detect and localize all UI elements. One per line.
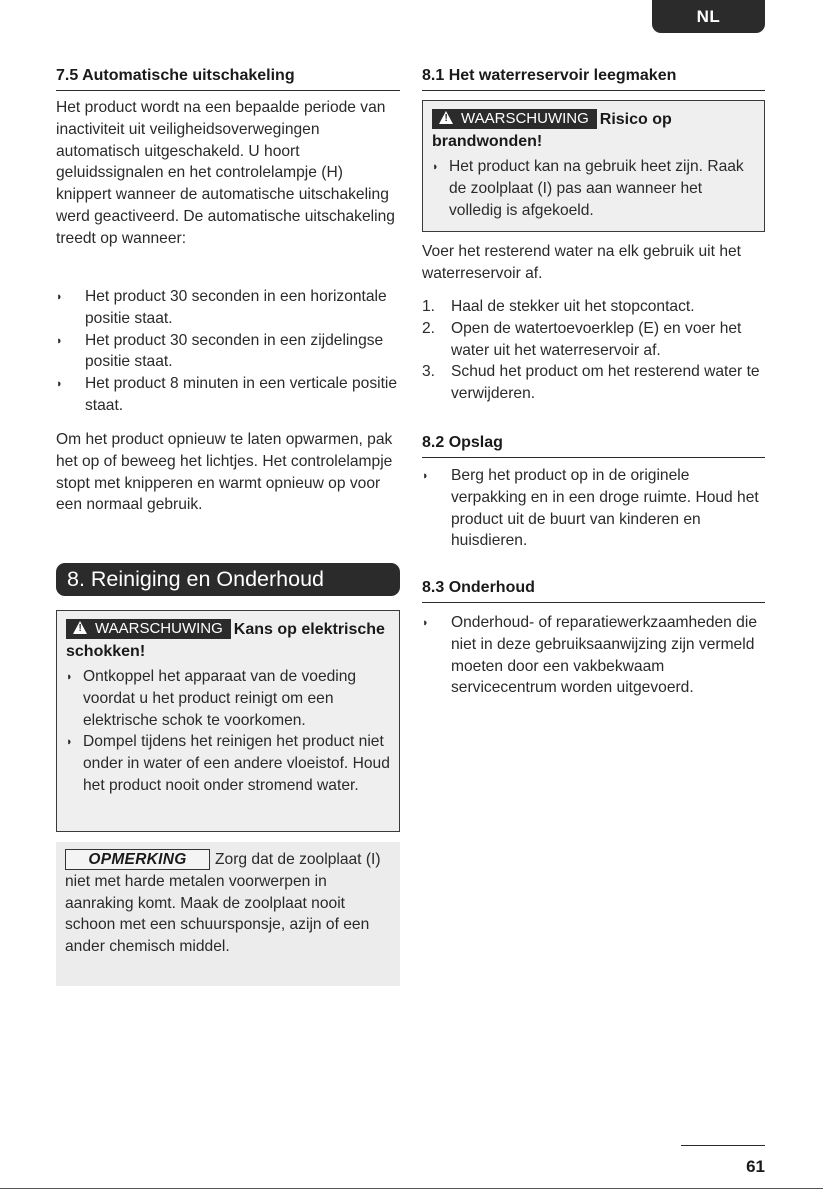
list-item: ◗ Het product kan na gebruik heet zijn. Raak de zoolplaat (I) pas aan wanneer het volledig is afgekoeld. <box>432 158 744 219</box>
list-item: ◗ Het product 30 seconden in een horizontale positie staat. <box>56 288 387 327</box>
list-item: ◗ Ontkoppel het apparaat van de voeding voordat u het product reinigt om een elektrische schok te voorkomen. <box>66 668 357 729</box>
bullet-marker-icon: ◗ <box>66 671 73 683</box>
bullet-marker-icon: ◗ <box>422 470 429 482</box>
list-item: 1. Haal de stekker uit het stopcontact. <box>422 298 695 315</box>
page-number: 61 <box>746 1157 765 1176</box>
list-item: 2. Open de watertoevoerklep (E) en voer het water uit het waterreservoir af. <box>422 319 742 359</box>
bullet-marker-icon: ◗ <box>56 334 63 347</box>
warning-triangle-icon: ! <box>439 111 453 124</box>
bullet-marker-icon: ◗ <box>56 291 63 303</box>
note-text: Zorg dat de zoolplaat (I) niet met harde metalen voorwerpen in aanraking komt. Maak de zoolplaat nooit schoon met een schuursponsje, azijn of een ander chemisch middel. <box>65 851 381 956</box>
list-item: ◗ Dompel tijdens het reinigen het product niet onder in water of een andere vloeistof. Houd het product nooit onder stromend water. <box>66 733 390 794</box>
bullet-marker-icon: ◗ <box>66 736 73 749</box>
drain-intro: Voer het resterend water na elk gebruik uit het waterreservoir af. <box>422 243 741 282</box>
maintenance-list <box>422 612 765 699</box>
footer-rule <box>681 1145 765 1146</box>
warning-title: ! WAARSCHUWING Kans op elektrische schokken! <box>66 620 385 660</box>
language-tab: NL <box>652 0 765 33</box>
auto-shutoff-outro: Om het product opnieuw te laten opwarmen, pak het op of beweeg het lichtjes. Het controlelampje stopt met knipperen en warmt opnieuw op voor een normaal gebruik. <box>56 431 393 514</box>
storage-list <box>422 465 765 552</box>
bottom-rule <box>0 1188 823 1189</box>
bullet-marker-icon: ◗ <box>432 161 439 173</box>
chapter-banner: 8. Reiniging en Onderhoud <box>56 563 400 596</box>
warning-triangle-icon: ! <box>73 621 87 634</box>
auto-shutoff-conditions <box>56 286 400 417</box>
warning-box-burns <box>422 100 765 232</box>
list-item: ◗ Berg het product op in de originele verpakking en in een droge ruimte. Houd het product uit de buurt van kinderen en huisdieren. <box>422 467 759 550</box>
section-heading-8-3: 8.3 Onderhoud <box>422 578 765 603</box>
bullet-marker-icon: ◗ <box>422 617 429 629</box>
section-heading-7-5: 7.5 Automatische uitschakeling <box>56 66 400 91</box>
note-badge: OPMERKING <box>65 849 210 870</box>
list-item: ◗ Onderhoud- of reparatiewerkzaamheden die niet in deze gebruiksaanwijzing zijn vermeld moeten door een vakbekwaam servicecentrum worden uitgevoerd. <box>422 614 757 697</box>
auto-shutoff-intro: Het product wordt na een bepaalde periode van inactiviteit uit veiligheidsoverwegingen automatisch uitgeschakeld. U hoort geluidssignalen en het controlelampje (H) knippert wanneer de automatische uitschakeling werd geactiveerd. De automatische uitschakeling treedt op wanneer: <box>56 99 395 247</box>
drain-steps <box>422 296 765 405</box>
note-box <box>56 842 400 986</box>
bullet-marker-icon: ◗ <box>56 378 63 391</box>
list-item: 3. Schud het product om het resterend water te verwijderen. <box>422 363 760 403</box>
section-heading-8-1: 8.1 Het waterreservoir leegmaken <box>422 66 765 91</box>
list-item: ◗ Het product 30 seconden in een zijdelingse positie staat. <box>56 331 384 371</box>
section-heading-8-2: 8.2 Opslag <box>422 433 765 458</box>
warning-title: ! WAARSCHUWING Risico op brandwonden! <box>432 110 672 150</box>
warning-badge: ! WAARSCHUWING <box>432 109 597 129</box>
list-item: ◗ Het product 8 minuten in een verticale positie staat. <box>56 375 398 414</box>
warning-box-electric-shock <box>56 610 400 832</box>
warning-badge: ! WAARSCHUWING <box>66 619 231 639</box>
